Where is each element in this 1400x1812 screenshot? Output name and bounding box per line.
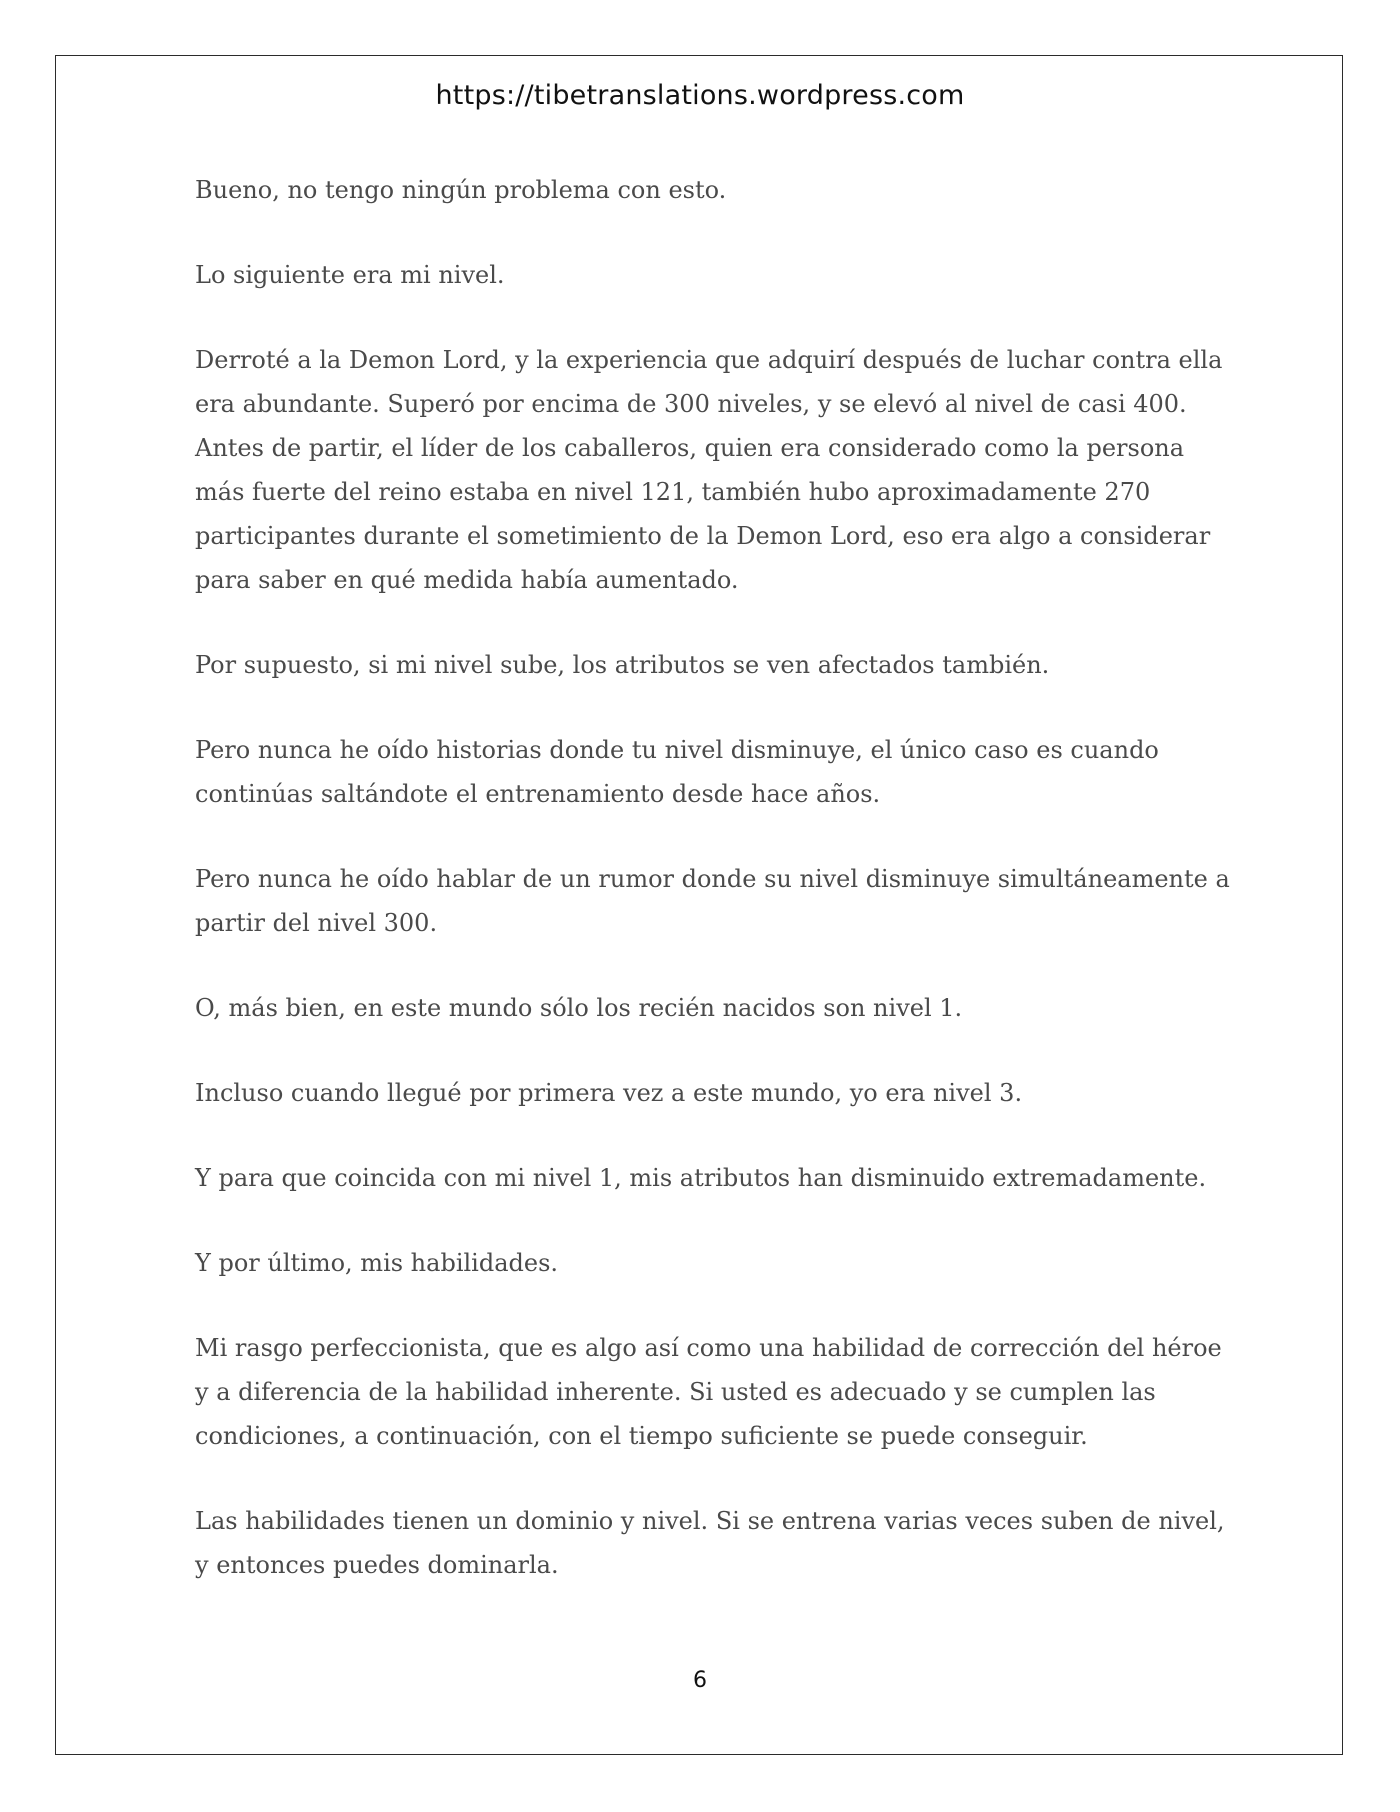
paragraph: Incluso cuando llegué por primera vez a este mundo, yo era nivel 3. [195,1079,1023,1107]
page-number: 6 [693,1668,707,1693]
paragraph: Lo siguiente era mi nivel. [195,261,505,289]
paragraph: Derroté a la Demon Lord, y la experiencia que adquirí después de luchar contra ella era abundante. Superó por encima de 300 niveles, y se elevó al nivel de casi 400. Antes de partir, el líder de los caballeros, quien era considerado como la persona más fuerte del reino estaba en nivel 121, también hubo aproximadamente 270 participantes durante el sometimiento de la Demon Lord, eso era algo a considerar para saber en qué medida había aumentado. [195,346,1223,594]
paragraph: Por supuesto, si mi nivel sube, los atributos se ven afectados también. [195,651,1050,679]
paragraph: Las habilidades tienen un dominio y nivel. Si se entrena varias veces suben de nivel, y entonces puedes dominarla. [195,1507,1225,1579]
document-body [195,168,1235,1628]
paragraph: Y por último, mis habilidades. [195,1249,559,1277]
header-url: https://tibetranslations.wordpress.com [435,80,965,111]
paragraph: Pero nunca he oído hablar de un rumor donde su nivel disminuye simultáneamente a partir del nivel 300. [195,865,1230,937]
paragraph: Bueno, no tengo ningún problema con esto. [195,176,727,204]
paragraph: Y para que coincida con mi nivel 1, mis atributos han disminuido extremadamente. [195,1164,1207,1192]
paragraph: Mi rasgo perfeccionista, que es algo así como una habilidad de corrección del héroe y a diferencia de la habilidad inherente. Si usted es adecuado y se cumplen las condiciones, a continuación, con el tiempo suficiente se puede conseguir. [195,1334,1222,1450]
paragraph: Pero nunca he oído historias donde tu nivel disminuye, el único caso es cuando continúas saltándote el entrenamiento desde hace años. [195,736,1159,808]
paragraph: O, más bien, en este mundo sólo los recién nacidos son nivel 1. [195,994,963,1022]
